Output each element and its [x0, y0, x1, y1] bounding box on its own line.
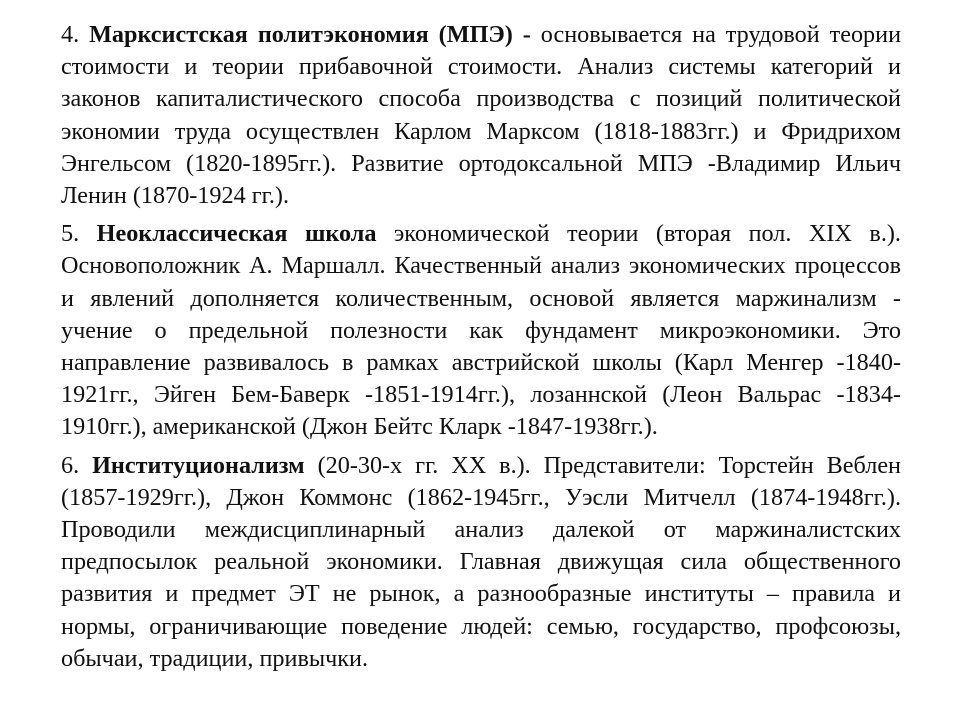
paragraph-text: экономической теории (вторая пол. XIX в.). Основоположник А. Маршалл. Качественный анализ экономических процессов и явлений дополняется количественным, основой является маржинализм - учение о предельной полезности как фундамент микроэкономики. Это направление развивалось в рамках австрийской школы (Карл Менгер -1840-1921гг., Эйген Бем-Баверк -1851-1914гг.), лозаннской (Леон Вальрас -1834-1910гг.), американской (Джон Бейтс Кларк -1847-1938гг.). [61, 220, 901, 441]
paragraph-marxist [61, 19, 901, 212]
paragraph-term: Неоклассическая школа [96, 220, 377, 248]
paragraph-neoclassical [61, 218, 901, 443]
paragraph-text: основывается на трудовой теории стоимости и теории прибавочной стоимости. Анализ системы категорий и законов капиталистического способа производства с позиций политической экономии труда осуществлен Карлом Марксом (1818-1883гг.) и Фридрихом Энгельсом (1820-1895гг.). Развитие ортодоксальной МПЭ -Владимир Ильич Ленин (1870-1924 гг.). [61, 21, 902, 210]
paragraph-number: 5. [61, 220, 80, 248]
paragraph-text: (20-30-х гг. XX в.). Представители: Торстейн Веблен (1857-1929гг.), Джон Коммонс (1862-1945гг., Уэсли Митчелл (1874-1948гг.). Проводили междисциплинарный анализ далекой от маржиналистских предпосылок реальной экономики. Главная движущая сила общественного развития и предмет ЭТ не рынок, а разнообразные институты – правила и нормы, ограничивающие поведение людей: семью, государство, профсоюзы, обычаи, традиции, привычки. [61, 451, 901, 672]
paragraph-term: Институционализм [92, 451, 305, 479]
paragraph-number: 4. [61, 21, 80, 48]
slide-body [61, 19, 901, 681]
paragraph-term: Марксистская политэкономия (МПЭ) - [89, 21, 531, 48]
paragraph-institutionalism [61, 450, 901, 675]
paragraph-number: 6. [61, 451, 80, 479]
